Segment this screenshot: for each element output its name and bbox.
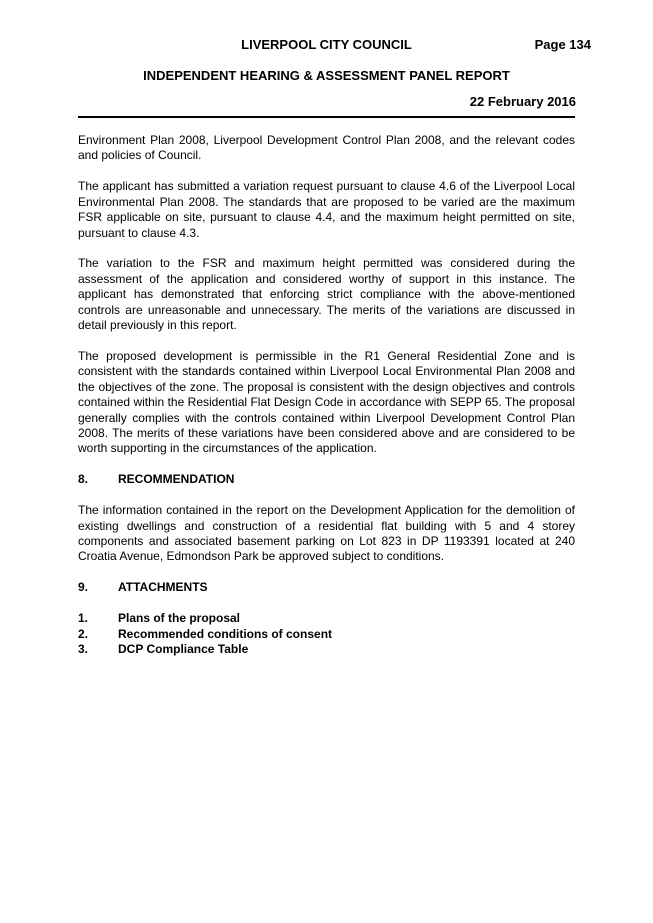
- list-item: [78, 627, 575, 642]
- recommendation-text: The information contained in the report on the Development Application for the demolition of existing dwellings and construction of a residential flat building with 5 and 4 storey components and associated basement parking on Lot 823 in DP 1193391 located at 240 Croatia Avenue, Edmondson Park be approved subject to conditions.: [78, 503, 575, 564]
- organisation-name: LIVERPOOL CITY COUNCIL: [241, 37, 412, 52]
- section-number: 9.: [78, 580, 89, 595]
- report-date: 22 February 2016: [469, 94, 576, 109]
- item-number: 3.: [78, 642, 89, 657]
- section-title: RECOMMENDATION: [118, 472, 235, 487]
- page-number: Page 134: [534, 37, 591, 52]
- document-body: [78, 133, 575, 657]
- item-number: 1.: [78, 611, 89, 626]
- item-number: 2.: [78, 626, 89, 641]
- paragraph: Environment Plan 2008, Liverpool Development Control Plan 2008, and the relevant codes and policies of Council.: [78, 133, 575, 163]
- section-heading-recommendation: [78, 472, 575, 487]
- section-heading-attachments: [78, 580, 575, 595]
- paragraph: The applicant has submitted a variation request pursuant to clause 4.6 of the Liverpool Local Environmental Plan 2008. The standards that are proposed to be varied are the maximum FSR applicable on site, pursuant to clause 4.4, and the maximum height permitted on site, pursuant to clause 4.3.: [78, 179, 575, 240]
- section-title: ATTACHMENTS: [118, 580, 208, 595]
- list-item: [78, 611, 575, 626]
- attachments-list: [78, 611, 575, 657]
- item-label: Plans of the proposal: [118, 611, 241, 626]
- paragraph: The proposed development is permissible in the R1 General Residential Zone and is consistent with the standards contained within Liverpool Local Environmental Plan 2008 and the objectives of the zone. The proposal is consistent with the design objectives and controls contained within the Residential Flat Design Code in accordance with SEPP 65. The proposal generally complies with the controls contained within Liverpool Development Control Plan 2008. The merits of these variations have been considered above and are considered to be worth supporting in the circumstances of the application.: [78, 348, 575, 456]
- paragraph: The variation to the FSR and maximum height permitted was considered during the assessment of the application and considered worthy of support in this instance. The applicant has demonstrated that enforcing strict compliance with the above-mentioned controls are unreasonable and unnecessary. The merits of the variations are discussed in detail previously in this report.: [78, 256, 575, 333]
- report-title: INDEPENDENT HEARING & ASSESSMENT PANEL REPORT: [143, 68, 510, 83]
- page-header: [0, 37, 653, 57]
- item-label: Recommended conditions of consent: [118, 626, 333, 641]
- section-number: 8.: [78, 472, 89, 487]
- header-divider: [78, 116, 575, 118]
- item-label: DCP Compliance Table: [118, 642, 249, 657]
- list-item: [78, 642, 575, 657]
